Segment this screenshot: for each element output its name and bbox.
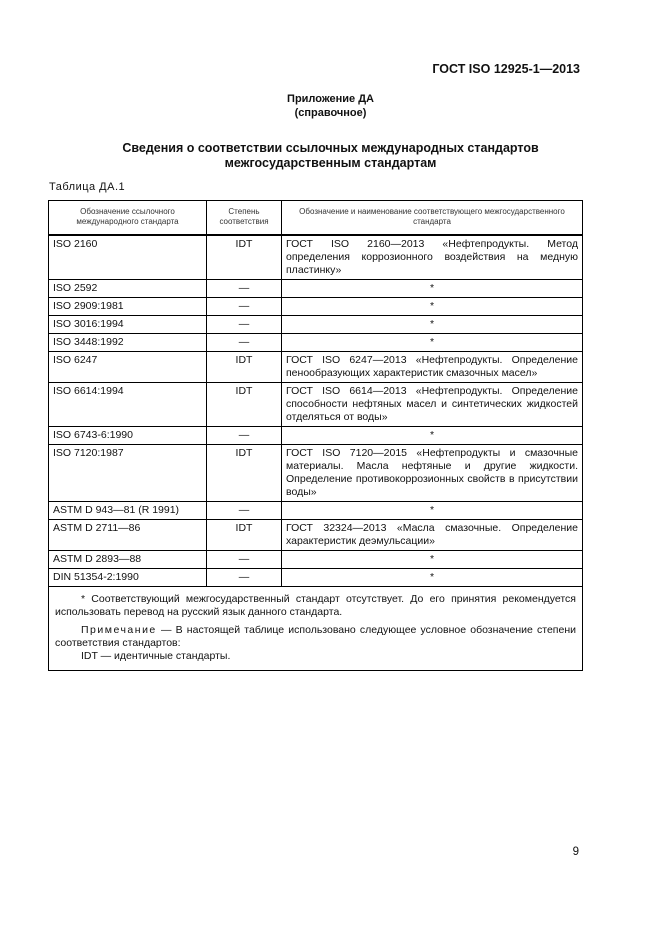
header-reference-standard: Обозначение ссылочного международного стандарта — [49, 201, 207, 236]
table-row — [49, 235, 583, 280]
note — [55, 624, 576, 650]
interstate-standard-cell: * — [282, 427, 583, 445]
table-row — [49, 316, 583, 334]
reference-standard-cell: ISO 2592 — [49, 280, 207, 298]
interstate-standard-cell: ГОСТ ISO 2160—2013 «Нефтепродукты. Метод определения коррозионного воздействия на медную пластинку» — [282, 235, 583, 280]
reference-standard-cell: ASTM D 943—81 (R 1991) — [49, 502, 207, 520]
section-title-line-1: Сведения о соответствии ссылочных международных стандартов — [122, 141, 539, 155]
degree-cell: — — [207, 551, 282, 569]
reference-standard-cell: ISO 2160 — [49, 235, 207, 280]
note-label: Примечание — [81, 624, 157, 636]
table-footer — [49, 587, 583, 671]
reference-standard-cell: ISO 6743-6:1990 — [49, 427, 207, 445]
interstate-standard-cell: * — [282, 298, 583, 316]
degree-cell: — — [207, 569, 282, 587]
degree-cell: — — [207, 280, 282, 298]
interstate-standard-cell: ГОСТ ISO 7120—2015 «Нефтепродукты и смазочные материалы. Масла нефтяные и другие жидкости. Определение противокоррозионных свойств в присутствии воды» — [282, 445, 583, 502]
interstate-standard-cell: * — [282, 316, 583, 334]
page-number: 9 — [572, 846, 579, 858]
interstate-standard-cell: * — [282, 334, 583, 352]
reference-standard-cell: ASTM D 2893—88 — [49, 551, 207, 569]
appendix-subtitle: (справочное) — [294, 107, 367, 119]
interstate-standard-cell: ГОСТ ISO 6247—2013 «Нефтепродукты. Определение пенообразующих характеристик смазочных масел» — [282, 352, 583, 383]
table-row — [49, 569, 583, 587]
degree-cell: — — [207, 334, 282, 352]
interstate-standard-cell: ГОСТ ISO 6614—2013 «Нефтепродукты. Определение способности нефтяных масел и синтетических жидкостей отделяться от воды» — [282, 383, 583, 427]
table-row — [49, 445, 583, 502]
interstate-standard-cell: * — [282, 280, 583, 298]
table-row — [49, 383, 583, 427]
table-row — [49, 352, 583, 383]
reference-standard-cell: ASTM D 2711—86 — [49, 520, 207, 551]
table-row — [49, 334, 583, 352]
footnote: * Соответствующий межгосударственный стандарт отсутствует. До его принятия рекомендуется использовать перевод на русский язык данного стандарта. — [55, 593, 576, 618]
table-header-row — [49, 201, 583, 236]
degree-cell: IDT — [207, 352, 282, 383]
degree-cell: — — [207, 427, 282, 445]
reference-standard-cell: ISO 7120:1987 — [49, 445, 207, 502]
reference-standard-cell: ISO 3448:1992 — [49, 334, 207, 352]
section-title — [0, 141, 661, 171]
degree-cell: IDT — [207, 445, 282, 502]
interstate-standard-cell: * — [282, 569, 583, 587]
table-row — [49, 551, 583, 569]
degree-cell: IDT — [207, 383, 282, 427]
table-body — [49, 235, 583, 587]
reference-standard-cell: DIN 51354-2:1990 — [49, 569, 207, 587]
table-label: Таблица ДА.1 — [49, 181, 126, 193]
reference-standard-cell: ISO 6247 — [49, 352, 207, 383]
note-item: IDT — идентичные стандарты. — [81, 650, 231, 662]
document-code: ГОСТ ISO 12925-1—2013 — [432, 62, 580, 76]
degree-cell: IDT — [207, 520, 282, 551]
interstate-standard-cell: * — [282, 502, 583, 520]
reference-standard-cell: ISO 2909:1981 — [49, 298, 207, 316]
reference-standard-cell: ISO 3016:1994 — [49, 316, 207, 334]
degree-cell: — — [207, 502, 282, 520]
header-interstate-standard: Обозначение и наименование соответствующего межгосударственного стандарта — [282, 201, 583, 236]
degree-cell: — — [207, 298, 282, 316]
degree-cell: — — [207, 316, 282, 334]
table-row — [49, 280, 583, 298]
interstate-standard-cell: ГОСТ 32324—2013 «Масла смазочные. Определение характеристик деэмульсации» — [282, 520, 583, 551]
appendix-heading — [0, 92, 661, 120]
reference-standard-cell: ISO 6614:1994 — [49, 383, 207, 427]
degree-cell: IDT — [207, 235, 282, 280]
note-text: — В настоящей таблице использовано следующее условное обозначение степени соответствия стандартов: — [55, 624, 576, 649]
table-row — [49, 502, 583, 520]
header-degree: Степень соответствия — [207, 201, 282, 236]
interstate-standard-cell: * — [282, 551, 583, 569]
section-title-line-2: межгосударственным стандартам — [224, 156, 437, 170]
table-row — [49, 520, 583, 551]
table-row — [49, 298, 583, 316]
table-row — [49, 427, 583, 445]
appendix-title: Приложение ДА — [287, 93, 374, 105]
standards-correspondence-table — [48, 200, 583, 671]
table-footer-row — [49, 587, 583, 671]
